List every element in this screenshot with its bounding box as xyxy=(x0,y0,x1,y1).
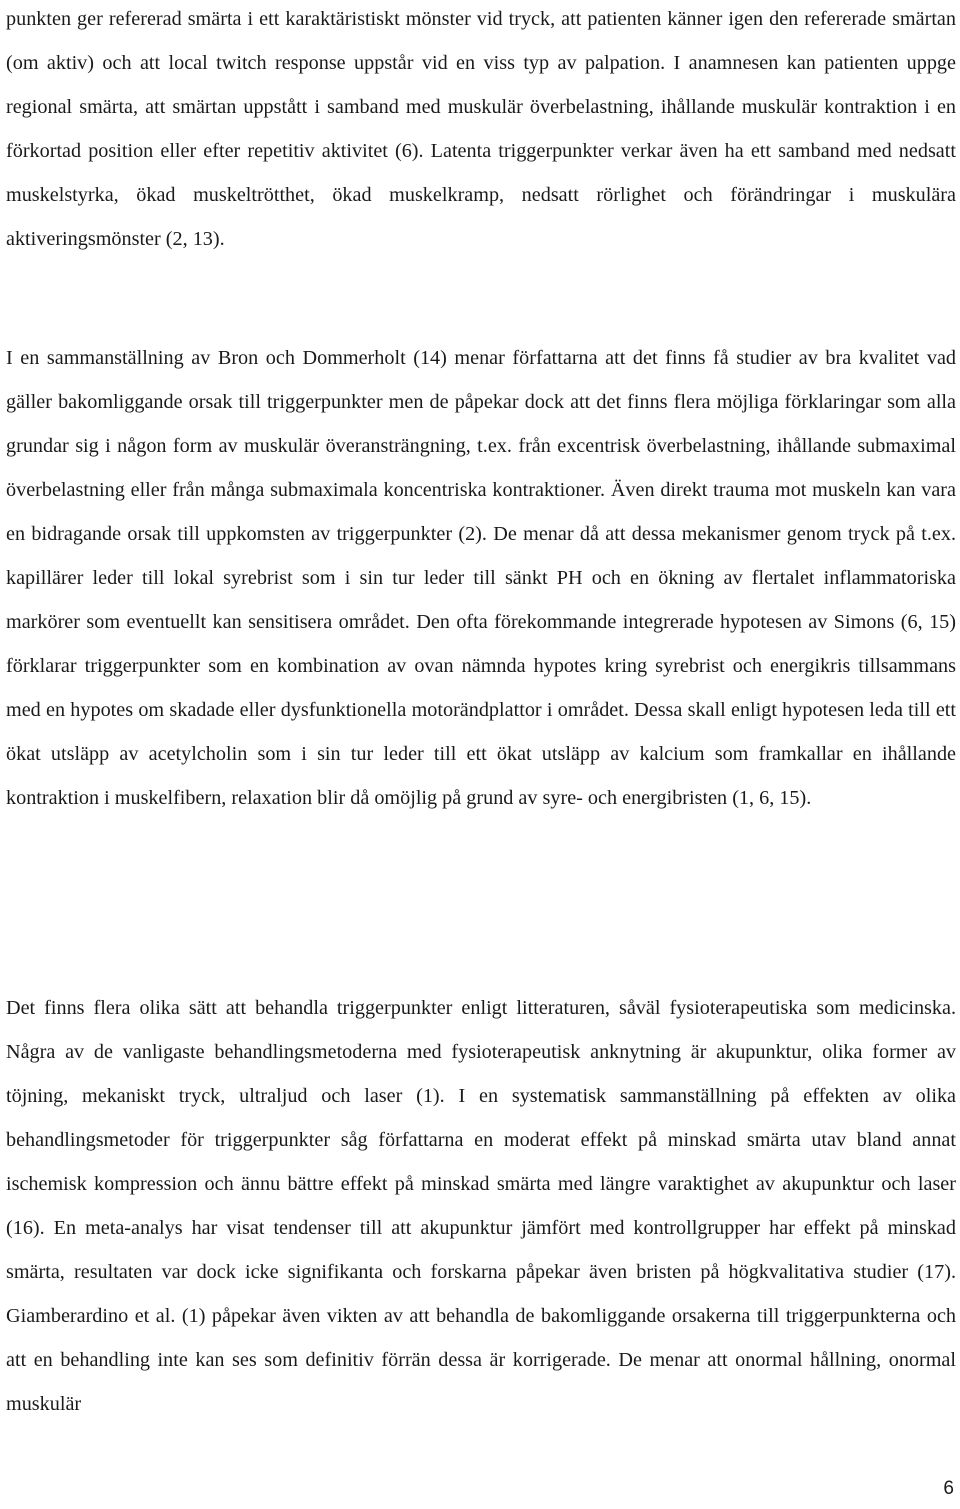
body-paragraph-2: I en sammanställning av Bron och Dommerholt (14) menar författarna att det finns få studier av bra kvalitet vad gäller bakomliggande orsak till triggerpunkter men de påpekar dock att det finns flera möjliga förklaringar som alla grundar sig i någon form av muskulär överansträngning, t.ex. från excentrisk överbelastning, ihållande submaximal överbelastning eller från många submaximala koncentriska kontraktioner. Även direkt trauma mot muskeln kan vara en bidragande orsak till uppkomsten av triggerpunkter (2). De menar då att dessa mekanismer genom tryck på t.ex. kapillärer leder till lokal syrebrist som i sin tur leder till sänkt PH och en ökning av flertalet inflammatoriska markörer som eventuellt kan sensitisera området. Den ofta förekommande integrerade hypotesen av Simons (6, 15) förklarar triggerpunkter som en kombination av ovan nämnda hypotes kring syrebrist och energikris tillsammans med en hypotes om skadade eller dysfunktionella motorändplattor i området. Dessa skall enligt hypotesen leda till ett ökat utsläpp av acetylcholin som i sin tur leder till ett ökat utsläpp av kalcium som framkallar en ihållande kontraktion i muskelfibern, relaxation blir då omöjlig på grund av syre- och energibristen (1, 6, 15). xyxy=(6,347,956,809)
body-paragraph-3: Det finns flera olika sätt att behandla triggerpunkter enligt litteraturen, såväl fysioterapeutiska som medicinska. Några av de vanligaste behandlingsmetoderna med fysioterapeutisk anknytning är akupunktur, olika former av töjning, mekaniskt tryck, ultraljud och laser (1). I en systematisk sammanställning på effekten av olika behandlingsmetoder för triggerpunkter såg författarna en moderat effekt på minskad smärta utav bland annat ischemisk kompression och ännu bättre effekt på minskad smärta med längre varaktighet av akupunktur och laser (16). En meta-analys har visat tendenser till att akupunktur jämfört med kontrollgrupper har effekt på minskad smärta, resultaten var dock icke signifikanta och forskarna påpekar även bristen på högkvalitativa studier (17). Giamberardino et al. (1) påpekar även vikten av att behandla de bakomliggande orsakerna till triggerpunkterna och att en behandling inte kan ses som definitiv förrän dessa är korrigerade. De menar att onormal hållning, onormal muskulär xyxy=(6,997,956,1415)
page-number: 6 xyxy=(943,1478,954,1499)
body-paragraph-1: punkten ger refererad smärta i ett karaktäristiskt mönster vid tryck, att patienten känner igen den refererade smärtan (om aktiv) och att local twitch response uppstår vid en viss typ av palpation. I anamnesen kan patienten uppge regional smärta, att smärtan uppstått i samband med muskulär överbelastning, ihållande muskulär kontraktion i en förkortad position eller efter repetitiv aktivitet (6). Latenta triggerpunkter verkar även ha ett samband med nedsatt muskelstyrka, ökad muskeltrötthet, ökad muskelkramp, nedsatt rörlighet och förändringar i muskulära aktiveringsmönster (2, 13). xyxy=(6,8,956,250)
